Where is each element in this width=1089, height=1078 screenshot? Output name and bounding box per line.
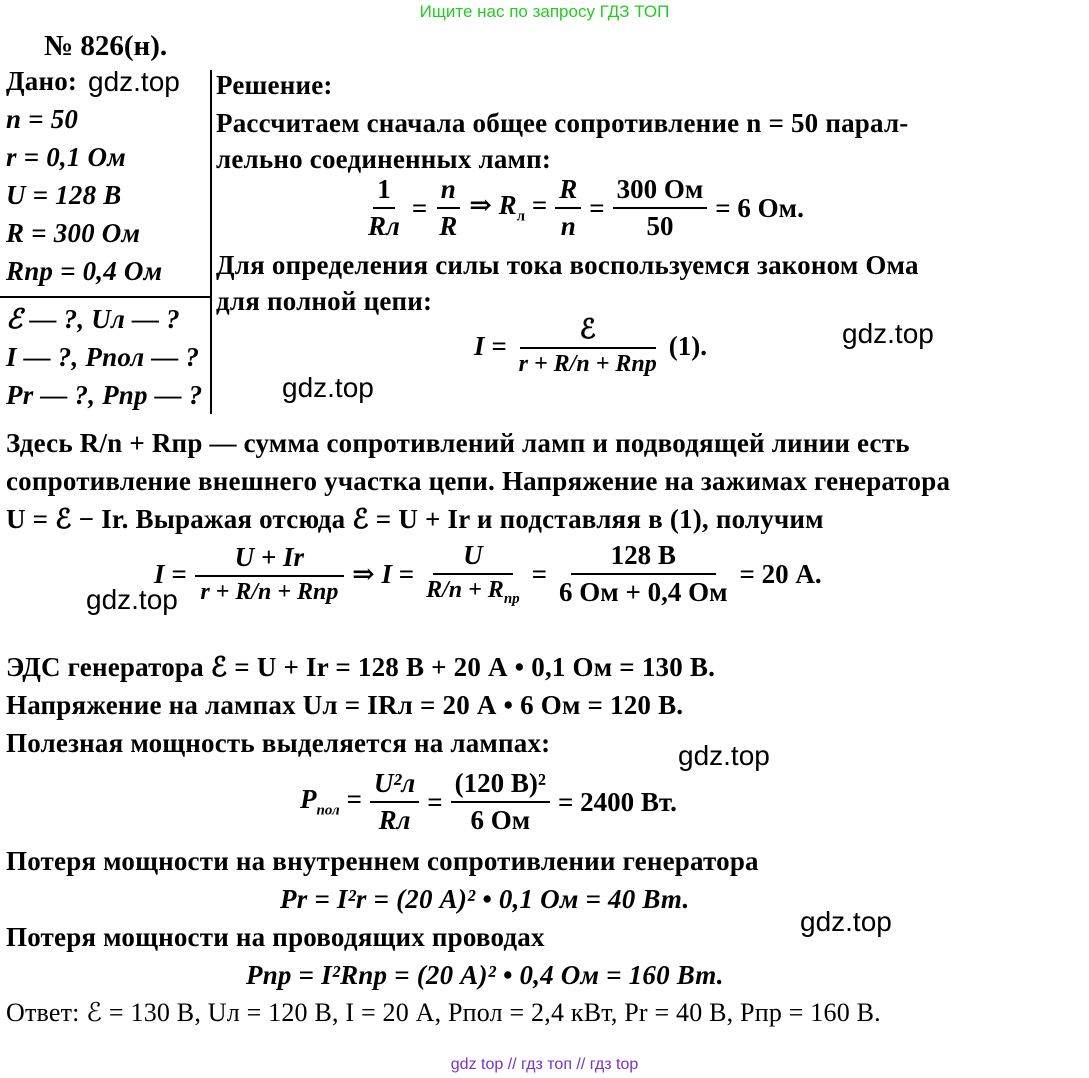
watermark: gdz.top bbox=[800, 906, 892, 937]
frac-num: R bbox=[555, 174, 581, 209]
loss-internal-line: Потеря мощности на внутреннем сопротивлении генератора bbox=[6, 846, 759, 876]
useful-power-line: Полезная мощность выделяется на лампах: bbox=[6, 728, 551, 758]
watermark: gdz.top bbox=[842, 318, 934, 349]
answer-line: Ответ: ℰ = 130 В, Uл = 120 В, I = 20 А, Pпол = 2,4 кВт, Pr = 40 В, Pпр = 160 В. bbox=[6, 998, 881, 1027]
given-r: r = 0,1 Ом bbox=[6, 142, 126, 172]
frac-num: 300 Ом bbox=[613, 174, 708, 209]
watermark: gdz.top bbox=[88, 66, 180, 97]
formula-useful-power: $P_{пол}$ = $\frac{\text{U²л}}{Rл}$ = $\frac{\text{(120 В)²}}{6 Ом}$ = 2400 Вт. bbox=[300, 768, 677, 835]
loss-wires-line: Потеря мощности на проводящих проводах bbox=[6, 922, 545, 952]
frac-300-50 bbox=[613, 174, 708, 242]
frac-u2-rl bbox=[370, 768, 419, 836]
formula-resistance: $\frac{1}{Rл}$ = $\frac{n}{R}$ ⇒ $R_л$ = $\frac{R}{n}$ = $\frac{300 Ом}{50}$ = 6 Ом. bbox=[360, 174, 808, 242]
problem-number: № 826(н). bbox=[44, 30, 168, 62]
given-u: U = 128 В bbox=[6, 180, 122, 210]
frac-n-r bbox=[435, 174, 461, 242]
solution-label: Решение: bbox=[216, 70, 333, 100]
frac-u-ir bbox=[195, 542, 344, 606]
frac-num: U²л bbox=[370, 768, 419, 803]
formula-result: = 2400 Вт. bbox=[558, 786, 677, 817]
frac-emf bbox=[515, 314, 661, 378]
find-line-2: I — ?, Pпол — ? bbox=[6, 342, 200, 372]
frac-den: 6 Ом + 0,4 Ом bbox=[559, 577, 728, 607]
bottom-banner: gdz top // гдз топ // гдз top bbox=[450, 1056, 639, 1073]
p1-line2: лельно соединенных ламп: bbox=[216, 144, 552, 174]
given-label: Дано: bbox=[6, 66, 78, 96]
frac-den: R bbox=[439, 211, 458, 241]
given-separator bbox=[210, 70, 212, 414]
frac-r-n bbox=[555, 174, 581, 242]
formula-current: I = $\frac{U + Ir}{\text{r + R/n + Rпр}}$ ⇒ I = $\frac{U}{R/n + R_{пр}}$ = $\frac{128 В}{6 Ом + 0,4 Ом}$ = 20 А. bbox=[154, 540, 822, 607]
loss-internal-formula: Pr = I²r = (20 А)² • 0,1 Ом = 40 Вт. bbox=[280, 884, 690, 914]
formula-result: = 20 А. bbox=[739, 558, 822, 589]
frac-den: Rл bbox=[378, 805, 411, 835]
top-banner: Ищите нас по запросу ГДЗ ТОП bbox=[419, 2, 670, 21]
formula-result: = 6 Ом. bbox=[715, 192, 804, 223]
given-rpr: Rпр = 0,4 Ом bbox=[6, 256, 163, 286]
equation-tag: (1). bbox=[668, 330, 707, 361]
given-n: n = 50 bbox=[6, 104, 79, 134]
given-divider bbox=[0, 296, 212, 298]
find-line-1: ℰ — ?, Uл — ? bbox=[6, 304, 180, 334]
watermark: gdz.top bbox=[678, 740, 770, 771]
frac-den: n bbox=[560, 211, 576, 241]
frac-den: 50 bbox=[646, 211, 674, 241]
watermark: gdz.top bbox=[282, 372, 374, 403]
watermark: gdz.top bbox=[86, 584, 178, 615]
emf-line: ЭДС генератора ℰ = U + Ir = 128 В + 20 А • 0,1 Ом = 130 В. bbox=[6, 652, 716, 682]
p3-line3: U = ℰ − Ir. Выражая отсюда ℰ = U + Ir и подставляя в (1), получим bbox=[6, 504, 824, 534]
given-big-r: R = 300 Ом bbox=[6, 218, 141, 248]
frac-den: r + R/n + Rпр bbox=[200, 579, 339, 605]
p1-line1: Рассчитаем сначала общее сопротивление n = 50 парал- bbox=[216, 108, 909, 138]
frac-120-6 bbox=[451, 768, 550, 836]
frac-num: U bbox=[433, 540, 513, 575]
frac-num: U + Ir bbox=[195, 542, 344, 577]
frac-1-rl bbox=[364, 174, 404, 242]
frac-u: $\frac{U}{R/n + R_{пр}}$ bbox=[426, 540, 520, 607]
frac-num: (120 В)² bbox=[451, 768, 550, 803]
frac-den: r + R/n + Rпр bbox=[518, 351, 657, 377]
frac-den: 6 Ом bbox=[470, 805, 531, 835]
p2-line1: Для определения силы тока воспользуемся законом Ома bbox=[216, 250, 919, 280]
p2-line2: для полной цепи: bbox=[216, 286, 433, 316]
frac-num: ℰ bbox=[520, 314, 656, 349]
p3-line2: сопротивление внешнего участка цепи. Напряжение на зажимах генератора bbox=[6, 466, 951, 496]
p3-line1: Здесь R/n + Rпр — сумма сопротивлений ламп и подводящей линии есть bbox=[6, 428, 910, 458]
frac-den: Rл bbox=[368, 211, 400, 241]
frac-num: 1 bbox=[373, 174, 395, 209]
formula-ohm-law: I = $\frac{\text{ℰ}}{\text{r + R/n + Rпр}}$ (1). bbox=[474, 314, 707, 377]
loss-wires-formula: Pпр = I²Rпр = (20 А)² • 0,4 Ом = 160 Вт. bbox=[246, 960, 724, 990]
find-line-3: Pr — ?, Pпр — ? bbox=[6, 380, 203, 410]
frac-128 bbox=[555, 540, 731, 608]
frac-num: n bbox=[437, 174, 460, 209]
frac-num: 128 В bbox=[571, 540, 716, 575]
lamp-voltage-line: Напряжение на лампах Uл = IRл = 20 А • 6 Ом = 120 В. bbox=[6, 690, 684, 720]
